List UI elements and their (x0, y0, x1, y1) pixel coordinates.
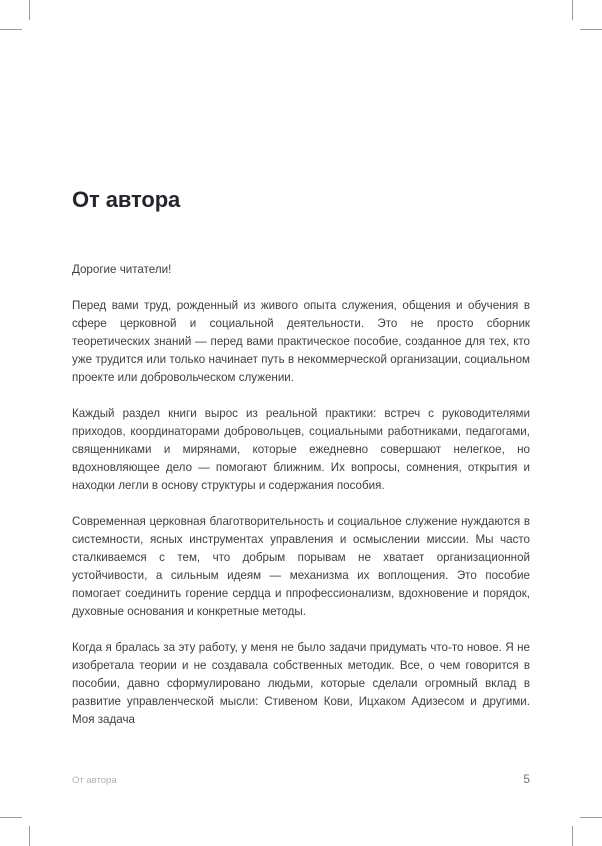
salutation-line: Дорогие читатели! (72, 263, 172, 276)
crop-mark-top-right-horizontal (580, 29, 602, 30)
crop-mark-bottom-left-horizontal (0, 817, 22, 818)
chapter-title: От автора (72, 187, 181, 212)
body-paragraph-4: Когда я бралась за эту работу, у меня не было задачи придумать что-то новое. Я не изобретала теории и не создавала собственных методик. Все, о чем говорится в пособии, давно сформулировано людьми, которые сделали огромный вклад в развитие управленческой мысли: Стивеном Кови, Ицхаком Адизесом и другими. Моя задача (72, 641, 530, 726)
footer-running-title: От автора (72, 775, 117, 786)
page-footer (72, 772, 530, 788)
crop-mark-top-left-vertical (29, 0, 30, 20)
crop-mark-top-right-vertical (572, 0, 573, 20)
page-text-column (72, 186, 530, 729)
body-paragraph-2: Каждый раздел книги вырос из реальной практики: встреч с руководителями приходов, координаторами добровольцев, социальными работниками, педагогами, священниками и мирянами, которые ежедневно совершают нелегкое, но вдохновляющее дело — помогают ближним. Их вопросы, сомнения, открытия и находки легли в основу структуры и содержания пособия. (72, 407, 530, 492)
body-paragraph-1: Перед вами труд, рожденный из живого опыта служения, общения и обучения в сфере церковной и социальной деятельности. Это не просто сборник теоретических знаний — перед вами практическое пособие, созданное для тех, кто уже трудится или только начинает путь в некоммерческой организации, социальном проекте или добровольческом служении. (72, 299, 530, 384)
crop-mark-bottom-right-horizontal (580, 817, 602, 818)
body-paragraph-3: Современная церковная благотворительность и социальное служение нуждаются в системности, ясных инструментах управления и осмыслении миссии. Мы часто сталкиваемся с тем, что добрым порывам не хватает организационной устойчивости, а сильным идеям — механизма их воплощения. Это пособие помогает соединить горение сердца и ппрофессионализм, вдохновение и порядок, духовные основания и конкретные методы. (72, 515, 530, 618)
footer-page-number: 5 (523, 772, 530, 786)
crop-mark-top-left-horizontal (0, 29, 22, 30)
crop-mark-bottom-right-vertical (572, 826, 573, 846)
crop-mark-bottom-left-vertical (29, 826, 30, 846)
